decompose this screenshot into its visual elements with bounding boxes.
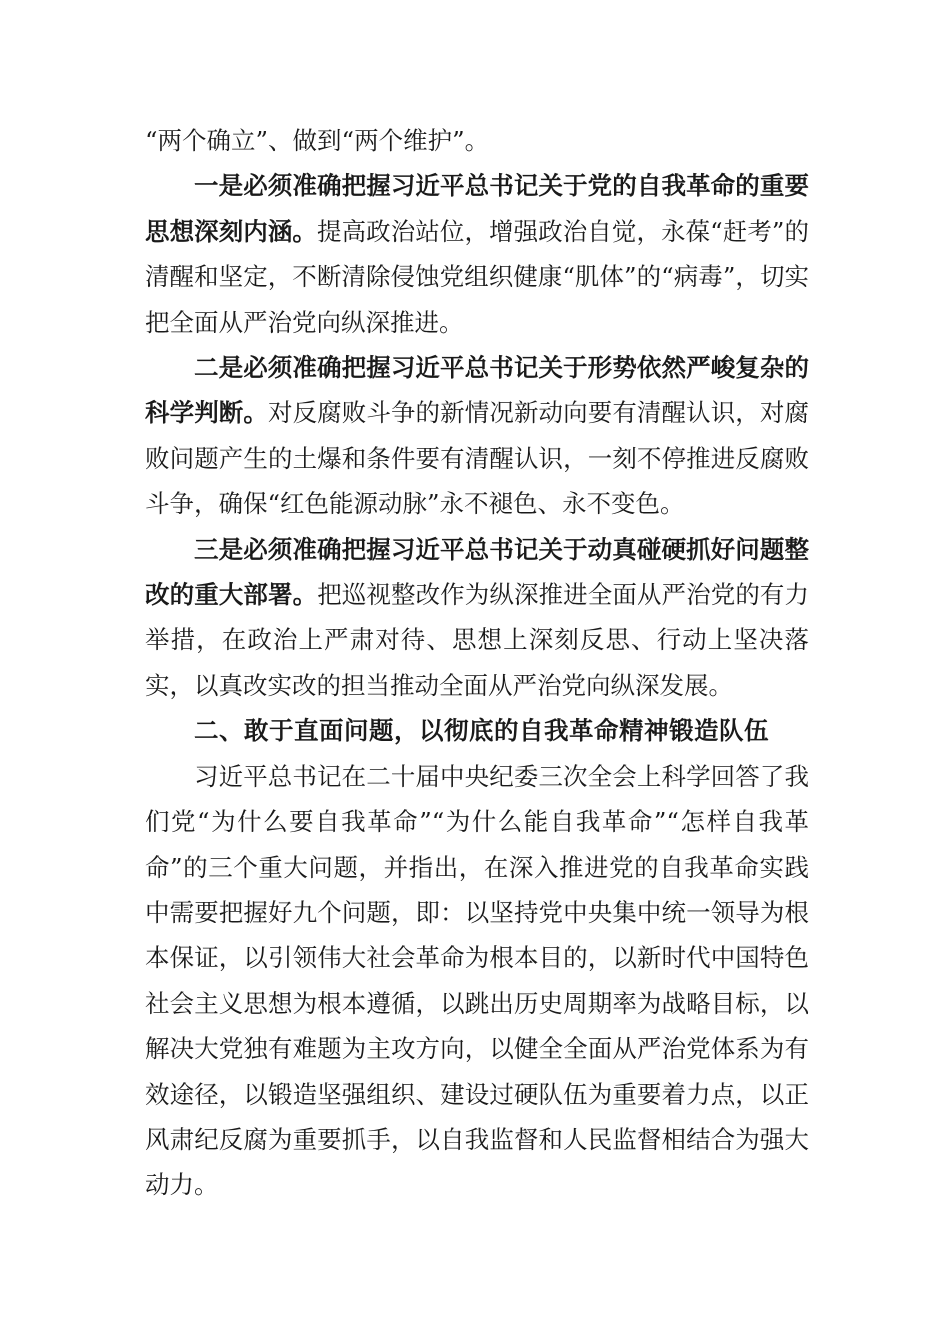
point-three-lead: 三是必须准确把握习近平总书记关于动真碰硬抓好问题整改的重大部署。 — [145, 534, 809, 610]
paragraph-point-one — [145, 163, 809, 345]
document-page — [145, 118, 809, 1208]
paragraph-continuation: “两个确立”、做到“两个维护”。 — [145, 126, 490, 155]
point-one-body: 提高政治站位，增强政治自觉，永葆“赶考”的清醒和坚定，不断清除侵蚀党组织健康“肌体”的“病毒”，切实把全面从严治党向纵深推进。 — [145, 216, 809, 337]
section-heading: 二、敢于直面问题，以彻底的自我革命精神锻造队伍 — [194, 716, 769, 746]
point-three-body: 把巡视整改作为纵深推进全面从严治党的有力举措，在政治上严肃对待、思想上深刻反思、行动上坚决落实，以真改实改的担当推动全面从严治党向纵深发展。 — [145, 580, 810, 700]
paragraph-section-body: 习近平总书记在二十届中央纪委三次全会上科学回答了我们党“为什么要自我革命”“为什么能自我革命”“怎样自我革命”的三个重大问题，并指出，在深入推进党的自我革命实践中需要把握好九个问题，即：以坚持党中央集中统一领导为根本保证，以引领伟大社会革命为根本目的，以新时代中国特色社会主义思想为根本遵循，以跳出历史周期率为战略目标，以解决大党独有难题为主攻方向，以健全全面从严治党体系为有效途径，以锻造坚强组织、建设过硬队伍为重要着力点，以正风肃纪反腐为重要抓手，以自我监督和人民监督相结合为强大动力。 — [145, 761, 809, 1200]
point-one-lead: 一是必须准确把握习近平总书记关于党的自我革命的重要思想深刻内涵。 — [145, 171, 809, 246]
paragraph-point-two — [145, 345, 809, 527]
point-two-lead: 二是必须准确把握习近平总书记关于形势依然严峻复杂的科学判断。 — [145, 353, 809, 428]
paragraph-point-three — [145, 527, 809, 709]
point-two-body: 对反腐败斗争的新情况新动向要有清醒认识，对腐败问题产生的土爆和条件要有清醒认识，一刻不停推进反腐败斗争，确保“红色能源动脉”永不褪色、永不变色。 — [145, 398, 810, 519]
